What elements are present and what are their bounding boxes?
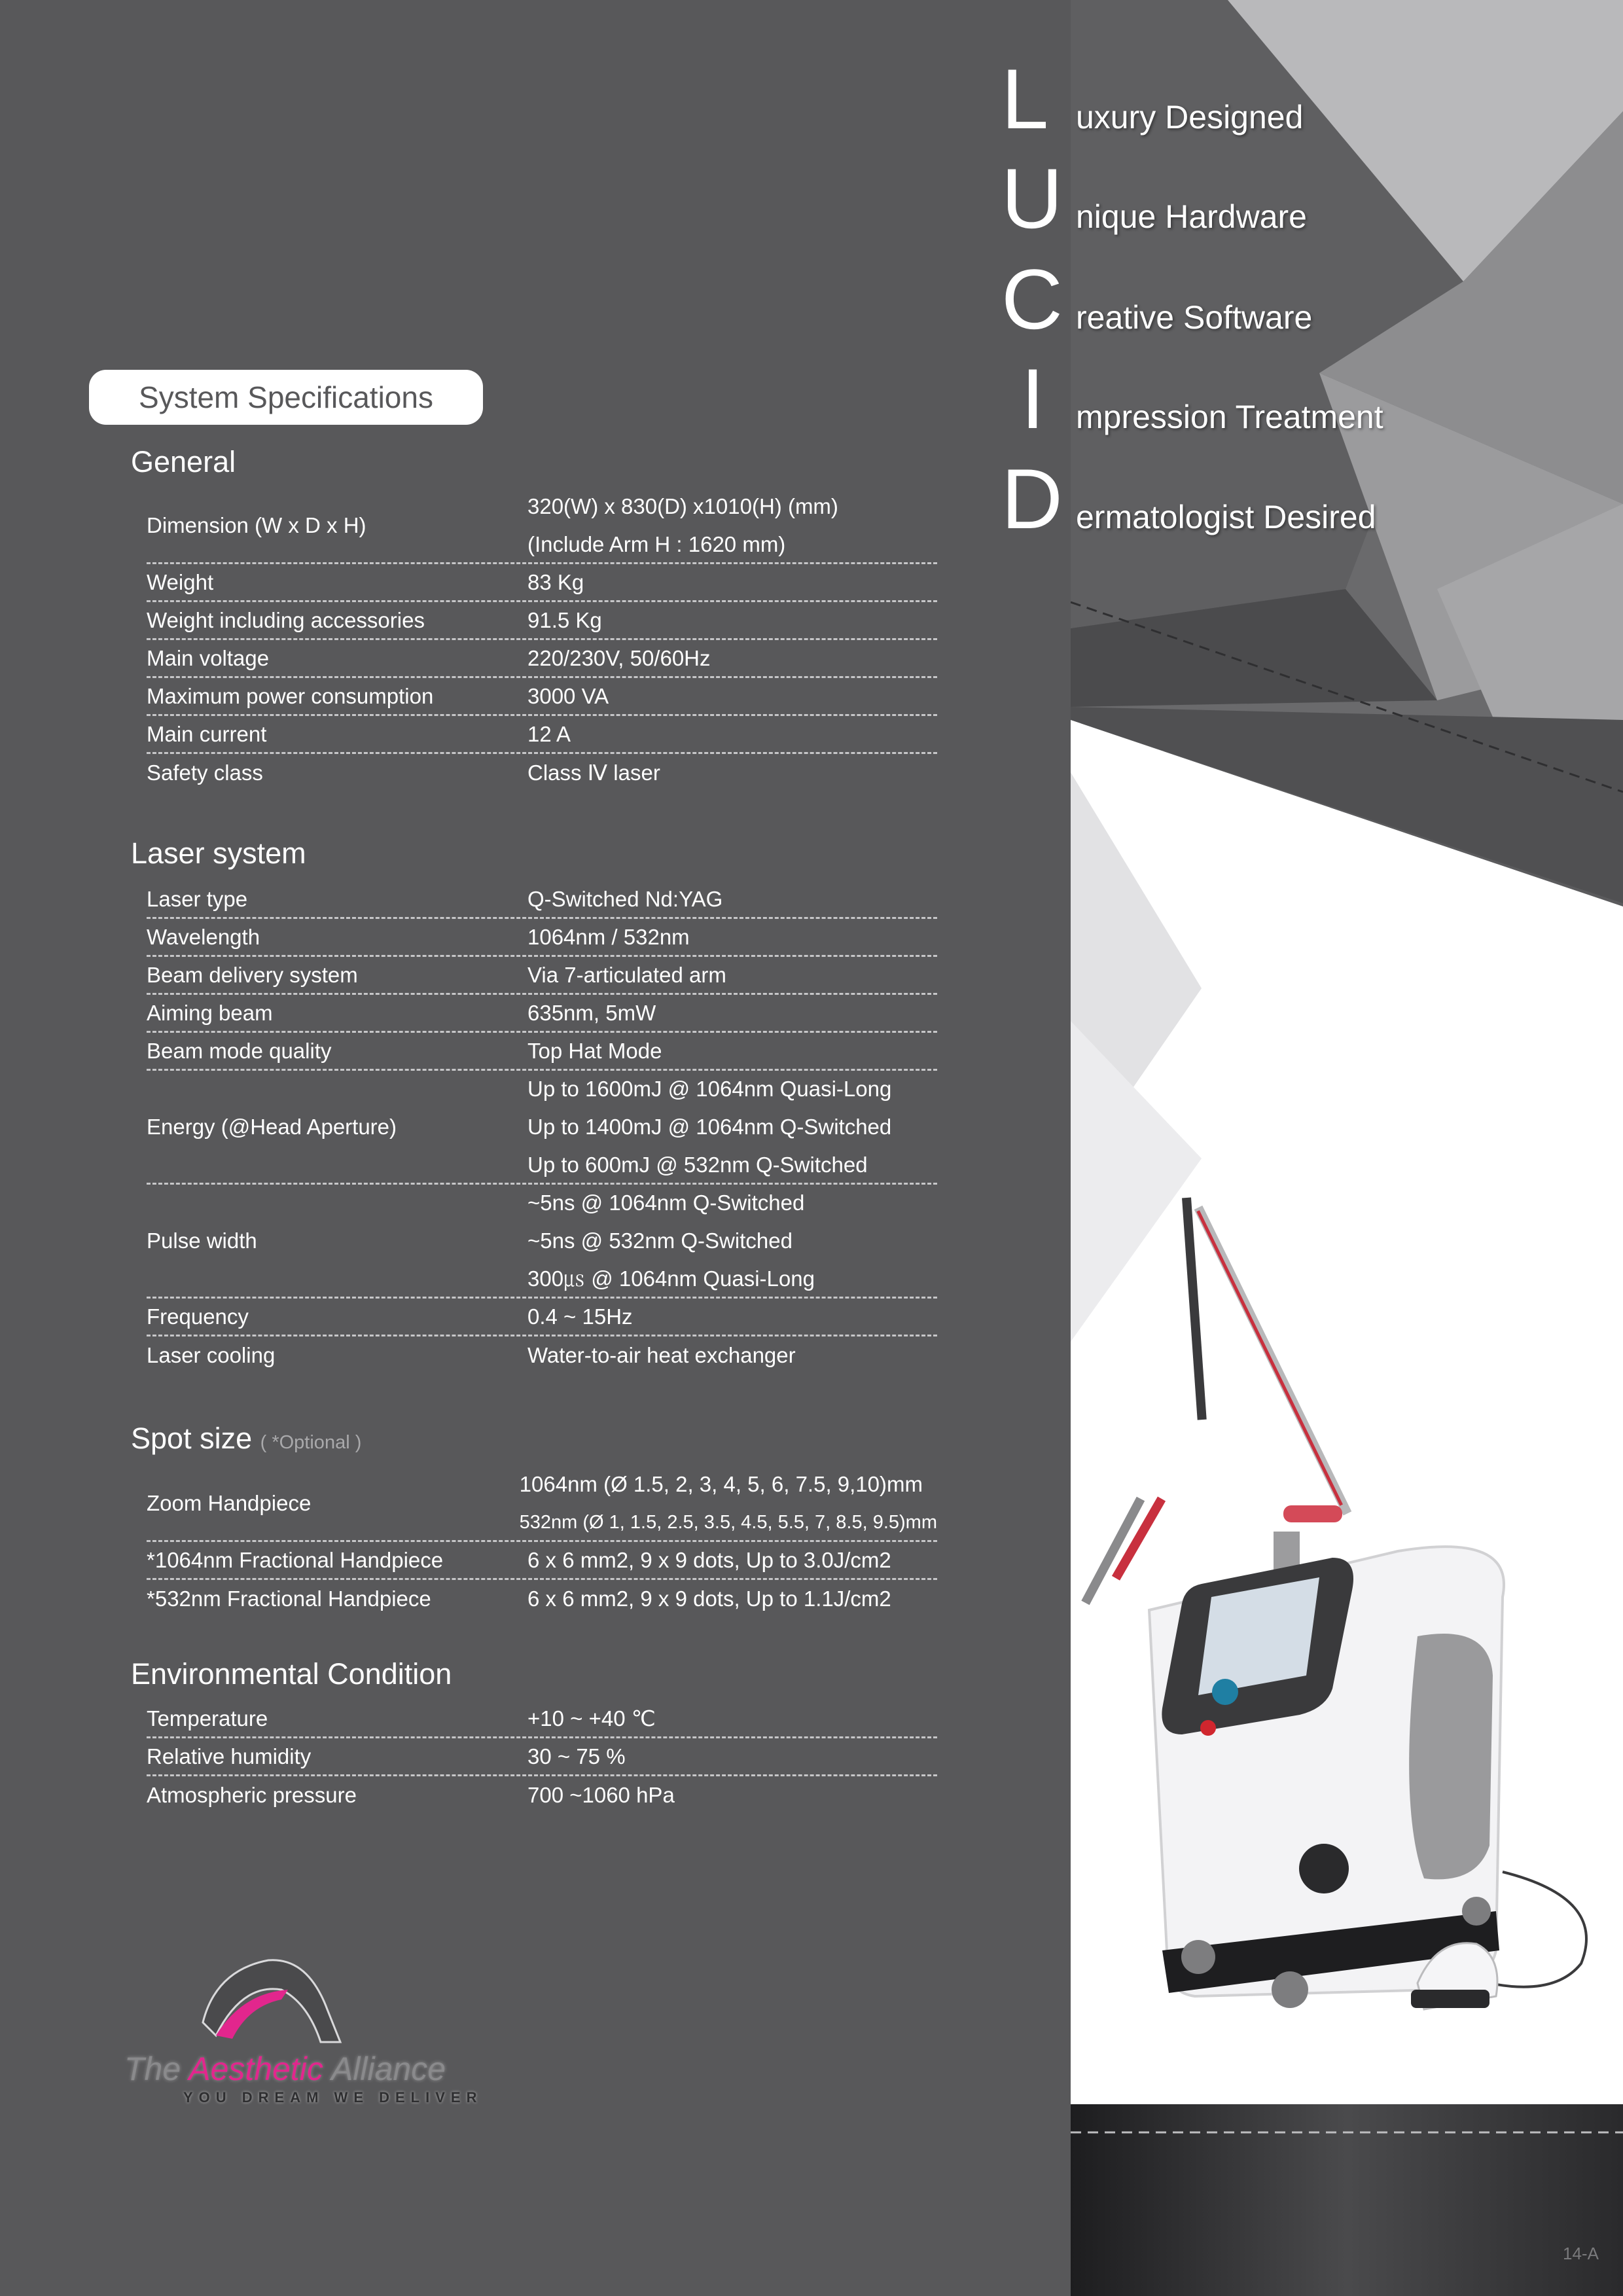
spec-value-line: 3000 VA — [527, 683, 609, 708]
section-heading-general: General — [131, 445, 236, 478]
spec-value — [527, 640, 937, 676]
spec-value — [527, 881, 937, 917]
spec-table-general — [147, 488, 937, 792]
logo-word-aesthetic: Aesthetic — [188, 2051, 323, 2087]
spec-value-line: +10 ~ +40 ℃ — [527, 1706, 656, 1731]
spec-value — [527, 678, 937, 714]
spec-label: Wavelength — [147, 924, 260, 949]
spec-value-line: ~5ns @ 1064nm Q-Switched — [527, 1190, 805, 1215]
spec-label: *1064nm Fractional Handpiece — [147, 1547, 444, 1572]
spot-heading-text: Spot size — [131, 1422, 253, 1455]
table-row — [147, 881, 937, 919]
spec-value-line: ~5ns @ 532nm Q-Switched — [527, 1228, 793, 1253]
spec-value — [527, 1700, 937, 1736]
spec-value — [527, 602, 937, 638]
spec-value-line: Water-to-air heat exchanger — [527, 1343, 796, 1367]
spec-value-line: Class Ⅳ laser — [527, 761, 660, 785]
spec-value — [527, 564, 937, 600]
spec-label: Maximum power consumption — [147, 683, 434, 708]
spec-value-line: 6 x 6 mm2, 9 x 9 dots, Up to 3.0J/cm2 — [527, 1547, 891, 1572]
spec-table-laser — [147, 881, 937, 1374]
spec-value-line: 320(W) x 830(D) x1010(H) (mm) — [527, 493, 838, 518]
geometric-background — [1071, 0, 1623, 2296]
spec-value-line: 12 A — [527, 721, 571, 746]
page-number: 14-A — [1563, 2244, 1599, 2263]
spec-label: *532nm Fractional Handpiece — [147, 1587, 431, 1611]
spec-value-line: Q-Switched Nd:YAG — [527, 886, 723, 911]
table-row — [147, 1542, 937, 1580]
spec-value — [527, 1336, 937, 1374]
lucid-letter: L — [1001, 51, 1049, 147]
spec-label: Aiming beam — [147, 1000, 273, 1025]
logo-word-alliance: Alliance — [330, 2051, 446, 2087]
spec-value — [527, 754, 937, 792]
spec-value — [527, 1033, 937, 1069]
table-row — [147, 1580, 937, 1618]
spec-value — [527, 1776, 937, 1814]
decorative-panel — [1071, 0, 1623, 2296]
spec-label: Dimension (W x D x H) — [147, 512, 366, 537]
spec-label: Laser type — [147, 886, 248, 911]
lucid-word: uxury Designed — [1076, 99, 1304, 135]
spec-value-line: Up to 1600mJ @ 1064nm Quasi-Long — [527, 1076, 892, 1101]
spec-label: Main current — [147, 721, 267, 746]
table-row — [147, 1700, 937, 1738]
lucid-letter: C — [1001, 251, 1063, 347]
table-row — [147, 564, 937, 602]
logo-word-the: The — [124, 2051, 181, 2087]
spec-value — [520, 1466, 937, 1540]
spec-label: Beam delivery system — [147, 962, 358, 987]
spec-value-line: 83 Kg — [527, 569, 584, 594]
table-row — [147, 602, 937, 640]
lucid-word: ermatologist Desired — [1076, 499, 1376, 535]
spec-value — [527, 1580, 937, 1618]
optional-note: ( *Optional ) — [260, 1432, 362, 1453]
spec-value — [527, 1738, 937, 1774]
spec-label: Atmospheric pressure — [147, 1783, 357, 1807]
lucid-word: reative Software — [1076, 299, 1313, 336]
lucid-word: mpression Treatment — [1076, 399, 1383, 435]
table-row — [147, 1071, 937, 1185]
spec-label: Relative humidity — [147, 1744, 312, 1768]
spec-value-line: Top Hat Mode — [527, 1038, 662, 1063]
table-row — [147, 716, 937, 754]
spec-label: Energy (@Head Aperture) — [147, 1114, 397, 1139]
section-heading-spot — [131, 1422, 361, 1456]
spec-value — [527, 1299, 937, 1335]
spec-label: Main voltage — [147, 645, 270, 670]
table-row — [147, 1033, 937, 1071]
table-row — [147, 640, 937, 678]
section-heading-env: Environmental Condition — [131, 1657, 452, 1691]
spec-table-spot — [147, 1466, 937, 1618]
spec-label: Zoom Handpiece — [147, 1490, 312, 1515]
spec-value — [527, 995, 937, 1031]
lucid-word: nique Hardware — [1076, 198, 1307, 235]
spec-value-line: 91.5 Kg — [527, 607, 602, 632]
spec-value — [527, 1071, 937, 1183]
spec-label: Temperature — [147, 1706, 268, 1731]
table-row — [147, 1336, 937, 1374]
table-row — [147, 1299, 937, 1336]
spec-value-line: Up to 600mJ @ 532nm Q-Switched — [527, 1152, 868, 1177]
spec-value — [527, 919, 937, 955]
spec-value-line: 1064nm (Ø 1.5, 2, 3, 4, 5, 6, 7.5, 9,10)mm — [519, 1471, 923, 1496]
page-title: System Specifications — [89, 370, 483, 425]
spec-label: Weight including accessories — [147, 607, 425, 632]
spec-value-line: (Include Arm H : 1620 mm) — [527, 531, 786, 556]
spec-value — [527, 1185, 937, 1297]
spec-label: Laser cooling — [147, 1343, 276, 1367]
spec-label: Safety class — [147, 761, 263, 785]
spec-value-line: 220/230V, 50/60Hz — [527, 645, 711, 670]
spec-value-line: 1064nm / 532nm — [527, 924, 690, 949]
logo-tagline: YOU DREAM WE DELIVER — [183, 2089, 483, 2106]
aesthetic-alliance-logo-icon — [118, 1944, 458, 2114]
spec-value-line: 532nm (Ø 1, 1.5, 2.5, 3.5, 4.5, 5.5, 7, 8.5, 9.5)mm — [519, 1511, 937, 1533]
table-row — [147, 754, 937, 792]
lucid-letter: D — [1001, 451, 1063, 547]
spec-value-line: 300㎲ @ 1064nm Quasi-Long — [527, 1266, 815, 1291]
spec-table-env — [147, 1700, 937, 1814]
spec-value — [527, 488, 937, 562]
table-row — [147, 957, 937, 995]
lucid-letter: I — [1021, 351, 1045, 446]
table-row — [147, 488, 937, 564]
table-row — [147, 1738, 937, 1776]
spec-label: Pulse width — [147, 1228, 257, 1253]
spec-value-line: 635nm, 5mW — [527, 1000, 656, 1025]
spec-label: Weight — [147, 569, 214, 594]
section-heading-laser: Laser system — [131, 836, 306, 870]
table-row — [147, 678, 937, 716]
table-row — [147, 995, 937, 1033]
spec-label: Beam mode quality — [147, 1038, 332, 1063]
table-row — [147, 919, 937, 957]
spec-value-line: Up to 1400mJ @ 1064nm Q-Switched — [527, 1114, 892, 1139]
logo-wordmark — [124, 2050, 446, 2088]
spec-value — [527, 1542, 937, 1578]
lucid-letter: U — [1001, 151, 1063, 246]
spec-value — [527, 716, 937, 752]
spec-value-line: 0.4 ~ 15Hz — [527, 1304, 633, 1329]
spec-value-line: 30 ~ 75 % — [527, 1744, 626, 1768]
spec-value-line: Via 7-articulated arm — [527, 962, 726, 987]
spec-value-line: 700 ~1060 hPa — [527, 1783, 675, 1807]
spec-label: Frequency — [147, 1304, 249, 1329]
spec-value — [527, 957, 937, 993]
table-row — [147, 1185, 937, 1299]
table-row — [147, 1466, 937, 1542]
table-row — [147, 1776, 937, 1814]
spec-value-line: 6 x 6 mm2, 9 x 9 dots, Up to 1.1J/cm2 — [527, 1587, 891, 1611]
